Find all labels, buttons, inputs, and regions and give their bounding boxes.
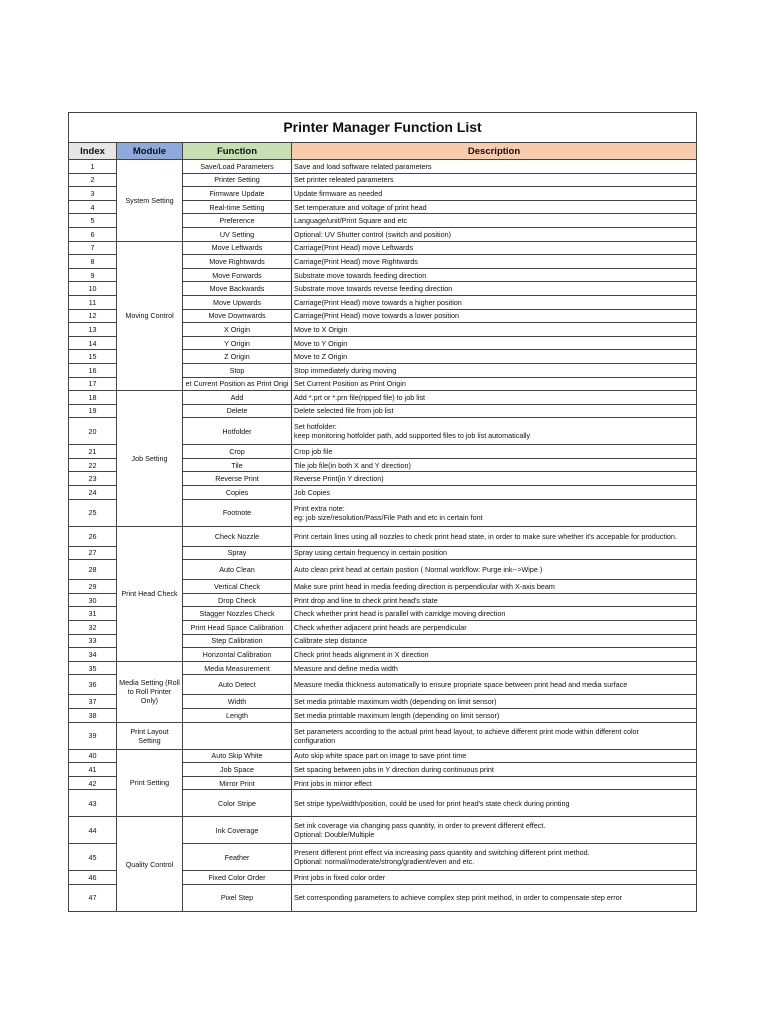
function-cell: Drop Check xyxy=(183,593,292,607)
description-line: Print jobs in fixed color order xyxy=(294,873,386,883)
table-row xyxy=(69,749,697,763)
table-row xyxy=(69,661,697,675)
description-cell xyxy=(292,607,697,621)
description-cell xyxy=(292,363,697,377)
description-line: Auto skip white space part on image to save print time xyxy=(294,751,467,761)
description-cell xyxy=(292,709,697,723)
row-index: 2 xyxy=(69,173,117,187)
description-cell xyxy=(292,749,697,763)
description-line: Set parameters according to the actual print head layout, to achieve different print mode within different color xyxy=(294,726,639,736)
function-cell: Check Nozzle xyxy=(183,526,292,546)
row-index: 5 xyxy=(69,214,117,228)
module-cell: Media Setting (Roll to Roll Printer Only) xyxy=(117,661,183,722)
row-index: 31 xyxy=(69,607,117,621)
description-cell xyxy=(292,323,697,337)
row-index: 38 xyxy=(69,709,117,723)
description-line-2: Optional: normal/moderate/strong/gradient/even and etc. xyxy=(294,857,475,867)
module-cell: Quality Control xyxy=(117,817,183,912)
row-index: 25 xyxy=(69,499,117,526)
module-cell: Moving Control xyxy=(117,241,183,391)
function-cell: Real-time Setting xyxy=(183,200,292,214)
function-cell: Mirror Print xyxy=(183,776,292,790)
description-line-2: eg: job size/resolution/Pass/File Path and etc in certain font xyxy=(294,512,483,522)
row-index: 12 xyxy=(69,309,117,323)
description-line: Make sure print head in media feeding direction is perpendicular with X-axis beam xyxy=(294,582,555,592)
function-cell: Horizontal Calibration xyxy=(183,648,292,662)
function-cell: Y Origin xyxy=(183,336,292,350)
function-cell: Move Backwards xyxy=(183,282,292,296)
description-cell xyxy=(292,445,697,459)
description-line: Set ink coverage via changing pass quantity, in order to prevent different effect. xyxy=(294,821,546,831)
description-line: Spray using certain frequency in certain position xyxy=(294,548,448,558)
description-cell xyxy=(292,350,697,364)
description-line: Set printer releated parameters xyxy=(294,175,394,185)
row-index: 13 xyxy=(69,323,117,337)
description-cell xyxy=(292,418,697,445)
function-cell: Length xyxy=(183,709,292,723)
description-line: Set temperature and voltage of print head xyxy=(294,202,427,212)
row-index: 1 xyxy=(69,160,117,174)
function-cell: Crop xyxy=(183,445,292,459)
description-line: Crop job file xyxy=(294,447,333,457)
function-cell: Auto Clean xyxy=(183,560,292,580)
description-line: Carriage(Print Head) move Leftwards xyxy=(294,243,414,253)
description-cell xyxy=(292,486,697,500)
function-cell: Footnote xyxy=(183,499,292,526)
description-line: Measure and define media width xyxy=(294,663,398,673)
description-line: Check print heads alignment in X direction xyxy=(294,650,429,660)
description-line: Set Current Position as Print Origin xyxy=(294,379,406,389)
function-cell: Hotfolder xyxy=(183,418,292,445)
function-cell: Preference xyxy=(183,214,292,228)
function-cell: Move Forwards xyxy=(183,268,292,282)
function-column-header: Function xyxy=(183,143,292,160)
function-cell: Firmware Update xyxy=(183,187,292,201)
table-row xyxy=(69,526,697,546)
description-line: Print jobs in mirror effect xyxy=(294,778,372,788)
row-index: 30 xyxy=(69,593,117,607)
row-index: 44 xyxy=(69,817,117,844)
function-cell: Spray xyxy=(183,546,292,560)
function-cell: et Current Position as Print Origi xyxy=(183,377,292,391)
module-column-header: Module xyxy=(117,143,183,160)
description-line: Tile job file(in both X and Y direction) xyxy=(294,460,411,470)
table-row xyxy=(69,817,697,844)
row-index: 45 xyxy=(69,844,117,871)
description-cell xyxy=(292,621,697,635)
description-cell xyxy=(292,295,697,309)
row-index: 14 xyxy=(69,336,117,350)
description-line: Set media printable maximum length (depending on limit sensor) xyxy=(294,710,500,720)
description-line: Optional: UV Shutter control (switch and position) xyxy=(294,229,452,239)
function-cell: Ink Coverage xyxy=(183,817,292,844)
description-line: Measure media thickness automatically to ensure propriate space between print head and media surface xyxy=(294,680,628,690)
row-index: 37 xyxy=(69,695,117,709)
description-line: Move to Z Origin xyxy=(294,352,348,362)
function-cell: Pixel Step xyxy=(183,884,292,911)
module-cell: Print Layout Setting xyxy=(117,722,183,749)
description-cell xyxy=(292,648,697,662)
description-cell xyxy=(292,546,697,560)
function-cell: Media Measurement xyxy=(183,661,292,675)
description-line: Substrate move towards feeding direction xyxy=(294,270,427,280)
description-cell xyxy=(292,499,697,526)
description-line: Delete selected file from job list xyxy=(294,406,394,416)
row-index: 17 xyxy=(69,377,117,391)
row-index: 27 xyxy=(69,546,117,560)
description-cell xyxy=(292,526,697,546)
description-line: Substrate move towards reverse feeding direction xyxy=(294,284,453,294)
description-cell xyxy=(292,844,697,871)
description-line: Check whether print head is parallel with carridge moving direction xyxy=(294,609,506,619)
description-line: Print drop and line to check print head's state xyxy=(294,595,438,605)
row-index: 23 xyxy=(69,472,117,486)
description-cell xyxy=(292,458,697,472)
description-line: Language/unit/Print Square and etc xyxy=(294,216,408,226)
module-cell: Job Setting xyxy=(117,391,183,527)
row-index: 41 xyxy=(69,763,117,777)
description-line: Auto clean print head at certain postion ( Normal workflow: Purge ink-->Wipe ) xyxy=(294,565,543,575)
description-cell xyxy=(292,661,697,675)
description-cell xyxy=(292,200,697,214)
row-index: 6 xyxy=(69,227,117,241)
description-line: Set corresponding parameters to achieve complex step print method, in order to compensate step error xyxy=(294,893,622,903)
row-index: 43 xyxy=(69,790,117,817)
table-row xyxy=(69,160,697,174)
description-cell xyxy=(292,227,697,241)
row-index: 11 xyxy=(69,295,117,309)
description-line: Check whether adjacent print heads are perpendicular xyxy=(294,622,467,632)
description-line: Move to X Origin xyxy=(294,324,348,334)
row-index: 9 xyxy=(69,268,117,282)
description-line: Present different print effect via increasing pass quantity and switching different print method. xyxy=(294,848,590,858)
row-index: 19 xyxy=(69,404,117,418)
row-index: 34 xyxy=(69,648,117,662)
function-cell: X Origin xyxy=(183,323,292,337)
row-index: 3 xyxy=(69,187,117,201)
description-cell xyxy=(292,336,697,350)
function-cell: Feather xyxy=(183,844,292,871)
description-column-header: Description xyxy=(292,143,697,160)
description-cell xyxy=(292,790,697,817)
row-index: 15 xyxy=(69,350,117,364)
description-cell xyxy=(292,377,697,391)
function-cell: Move Downwards xyxy=(183,309,292,323)
description-line: Set stripe type/width/position, could be used for print head's state check during printing xyxy=(294,798,570,808)
description-line: Carriage(Print Head) move Rightwards xyxy=(294,256,418,266)
description-cell xyxy=(292,580,697,594)
function-cell: Stagger Nozzles Check xyxy=(183,607,292,621)
row-index: 8 xyxy=(69,255,117,269)
row-index: 4 xyxy=(69,200,117,214)
description-line: Print extra note: xyxy=(294,503,345,513)
function-cell: Move Rightwards xyxy=(183,255,292,269)
row-index: 39 xyxy=(69,722,117,749)
description-line: Carriage(Print Head) move towards a lower position xyxy=(294,311,459,321)
description-line: Update firmware as needed xyxy=(294,188,383,198)
table-row xyxy=(69,722,697,749)
function-cell: Delete xyxy=(183,404,292,418)
row-index: 16 xyxy=(69,363,117,377)
function-cell: Vertical Check xyxy=(183,580,292,594)
function-cell: Color Stripe xyxy=(183,790,292,817)
row-index: 21 xyxy=(69,445,117,459)
description-cell xyxy=(292,560,697,580)
description-cell xyxy=(292,282,697,296)
description-cell xyxy=(292,695,697,709)
row-index: 29 xyxy=(69,580,117,594)
description-line: Set hotfolder: xyxy=(294,422,337,432)
row-index: 46 xyxy=(69,871,117,885)
module-cell: System Setting xyxy=(117,160,183,242)
function-cell: Auto Skip White xyxy=(183,749,292,763)
description-line: Set spacing between jobs in Y direction during continuous print xyxy=(294,764,494,774)
module-cell: Print Head Check xyxy=(117,526,183,661)
function-cell: Width xyxy=(183,695,292,709)
description-cell xyxy=(292,763,697,777)
function-cell: Z Origin xyxy=(183,350,292,364)
table-row xyxy=(69,391,697,405)
function-list-sheet xyxy=(68,112,696,912)
function-cell: Reverse Print xyxy=(183,472,292,486)
description-line-2: Optional: Double/Multiple xyxy=(294,830,375,840)
description-line: Set media printable maximum width (depending on limit sensor) xyxy=(294,697,497,707)
row-index: 33 xyxy=(69,634,117,648)
description-line: Stop immediately during moving xyxy=(294,365,397,375)
description-line: Carriage(Print Head) move towards a higher position xyxy=(294,297,462,307)
function-cell: Auto Detect xyxy=(183,675,292,695)
index-column-header: Index xyxy=(69,143,117,160)
description-line-2: keep monitoring hotfolder path, add supported files to job list automatically xyxy=(294,431,531,441)
row-index: 28 xyxy=(69,560,117,580)
description-line: Move to Y Origin xyxy=(294,338,348,348)
function-cell: Copies xyxy=(183,486,292,500)
description-line: Add *.prt or *.prn file(ripped file) to job list xyxy=(294,392,426,402)
description-line: Reverse Print(in Y direction) xyxy=(294,474,384,484)
description-cell xyxy=(292,160,697,174)
row-index: 20 xyxy=(69,418,117,445)
function-cell: Print Head Space Calibration xyxy=(183,621,292,635)
function-cell: Step Calibration xyxy=(183,634,292,648)
row-index: 10 xyxy=(69,282,117,296)
description-cell xyxy=(292,884,697,911)
description-line: Save and load software related parameters xyxy=(294,161,432,171)
function-cell: Tile xyxy=(183,458,292,472)
table-body xyxy=(69,160,697,912)
function-cell: Move Leftwards xyxy=(183,241,292,255)
description-cell xyxy=(292,472,697,486)
function-cell: UV Setting xyxy=(183,227,292,241)
function-cell: Fixed Color Order xyxy=(183,871,292,885)
description-line-2: configuration xyxy=(294,735,336,745)
description-cell xyxy=(292,675,697,695)
function-cell: Add xyxy=(183,391,292,405)
module-cell: Print Setting xyxy=(117,749,183,817)
description-line: Calibrate step distance xyxy=(294,636,368,646)
function-table xyxy=(68,112,697,912)
description-line: Print certain lines using all nozzles to check print head state, in order to make sure whether it's accepable for production. xyxy=(294,531,677,541)
description-line: Job Copies xyxy=(294,487,330,497)
row-index: 36 xyxy=(69,675,117,695)
row-index: 22 xyxy=(69,458,117,472)
description-cell xyxy=(292,173,697,187)
description-cell xyxy=(292,187,697,201)
row-index: 26 xyxy=(69,526,117,546)
description-cell xyxy=(292,722,697,749)
function-cell: Job Space xyxy=(183,763,292,777)
description-cell xyxy=(292,309,697,323)
description-cell xyxy=(292,268,697,282)
table-row xyxy=(69,241,697,255)
description-cell xyxy=(292,214,697,228)
row-index: 42 xyxy=(69,776,117,790)
description-cell xyxy=(292,593,697,607)
description-cell xyxy=(292,241,697,255)
row-index: 32 xyxy=(69,621,117,635)
row-index: 24 xyxy=(69,486,117,500)
description-cell xyxy=(292,404,697,418)
description-cell xyxy=(292,776,697,790)
description-cell xyxy=(292,255,697,269)
row-index: 18 xyxy=(69,391,117,405)
description-cell xyxy=(292,871,697,885)
function-cell: Save/Load Parameters xyxy=(183,160,292,174)
function-cell: Move Upwards xyxy=(183,295,292,309)
function-cell: Stop xyxy=(183,363,292,377)
row-index: 7 xyxy=(69,241,117,255)
function-cell xyxy=(183,722,292,749)
description-cell xyxy=(292,391,697,405)
row-index: 47 xyxy=(69,884,117,911)
row-index: 35 xyxy=(69,661,117,675)
function-cell: Printer Setting xyxy=(183,173,292,187)
description-cell xyxy=(292,634,697,648)
row-index: 40 xyxy=(69,749,117,763)
description-cell xyxy=(292,817,697,844)
table-title: Printer Manager Function List xyxy=(69,113,697,143)
